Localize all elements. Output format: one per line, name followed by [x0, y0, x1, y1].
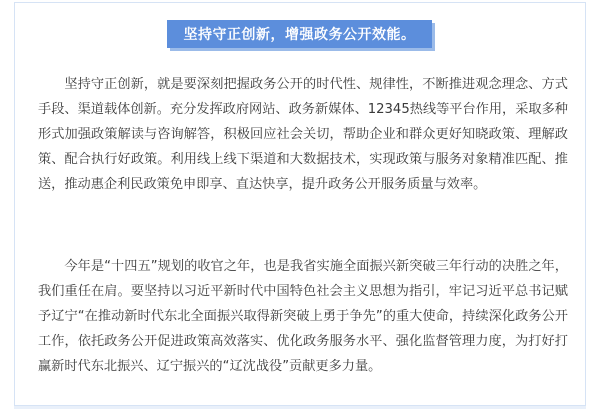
section-title: 坚持守正创新，增强政务公开效能。	[183, 27, 416, 43]
section-header-banner	[167, 20, 432, 48]
body-paragraph-2: 今年是“十四五”规划的收官之年，也是我省实施全面振兴新突破三年行动的决胜之年，我们重任在肩。要坚持以习近平新时代中国特色社会主义思想为指引，牢记习近平总书记赋予辽宁“在推动新时代东北全面振兴取得新突破上勇于争先”的重大使命，持续深化政务公开工作，依托政务公开促进政策高效落实、优化政务服务水平、强化监督管理力度，为打好打赢新时代东北振兴、辽宁振兴的“辽沈战役”贡献更多力量。	[38, 259, 568, 374]
bottom-divider	[14, 406, 586, 409]
body-paragraph-1: 坚持守正创新，就是要深刻把握政务公开的时代性、规律性，不断推进观念理念、方式手段、渠道载体创新。充分发挥政府网站、政务新媒体、12345热线等平台作用，采取多种形式加强政策解读与咨询解答，积极回应社会关切，帮助企业和群众更好知晓政策、理解政策、配合执行好政策。利用线上线下渠道和大数据技术，实现政策与服务对象精准匹配、推送，推动惠企利民政策免申即享、直达快享，提升政务公开服务质量与效率。	[38, 77, 568, 192]
